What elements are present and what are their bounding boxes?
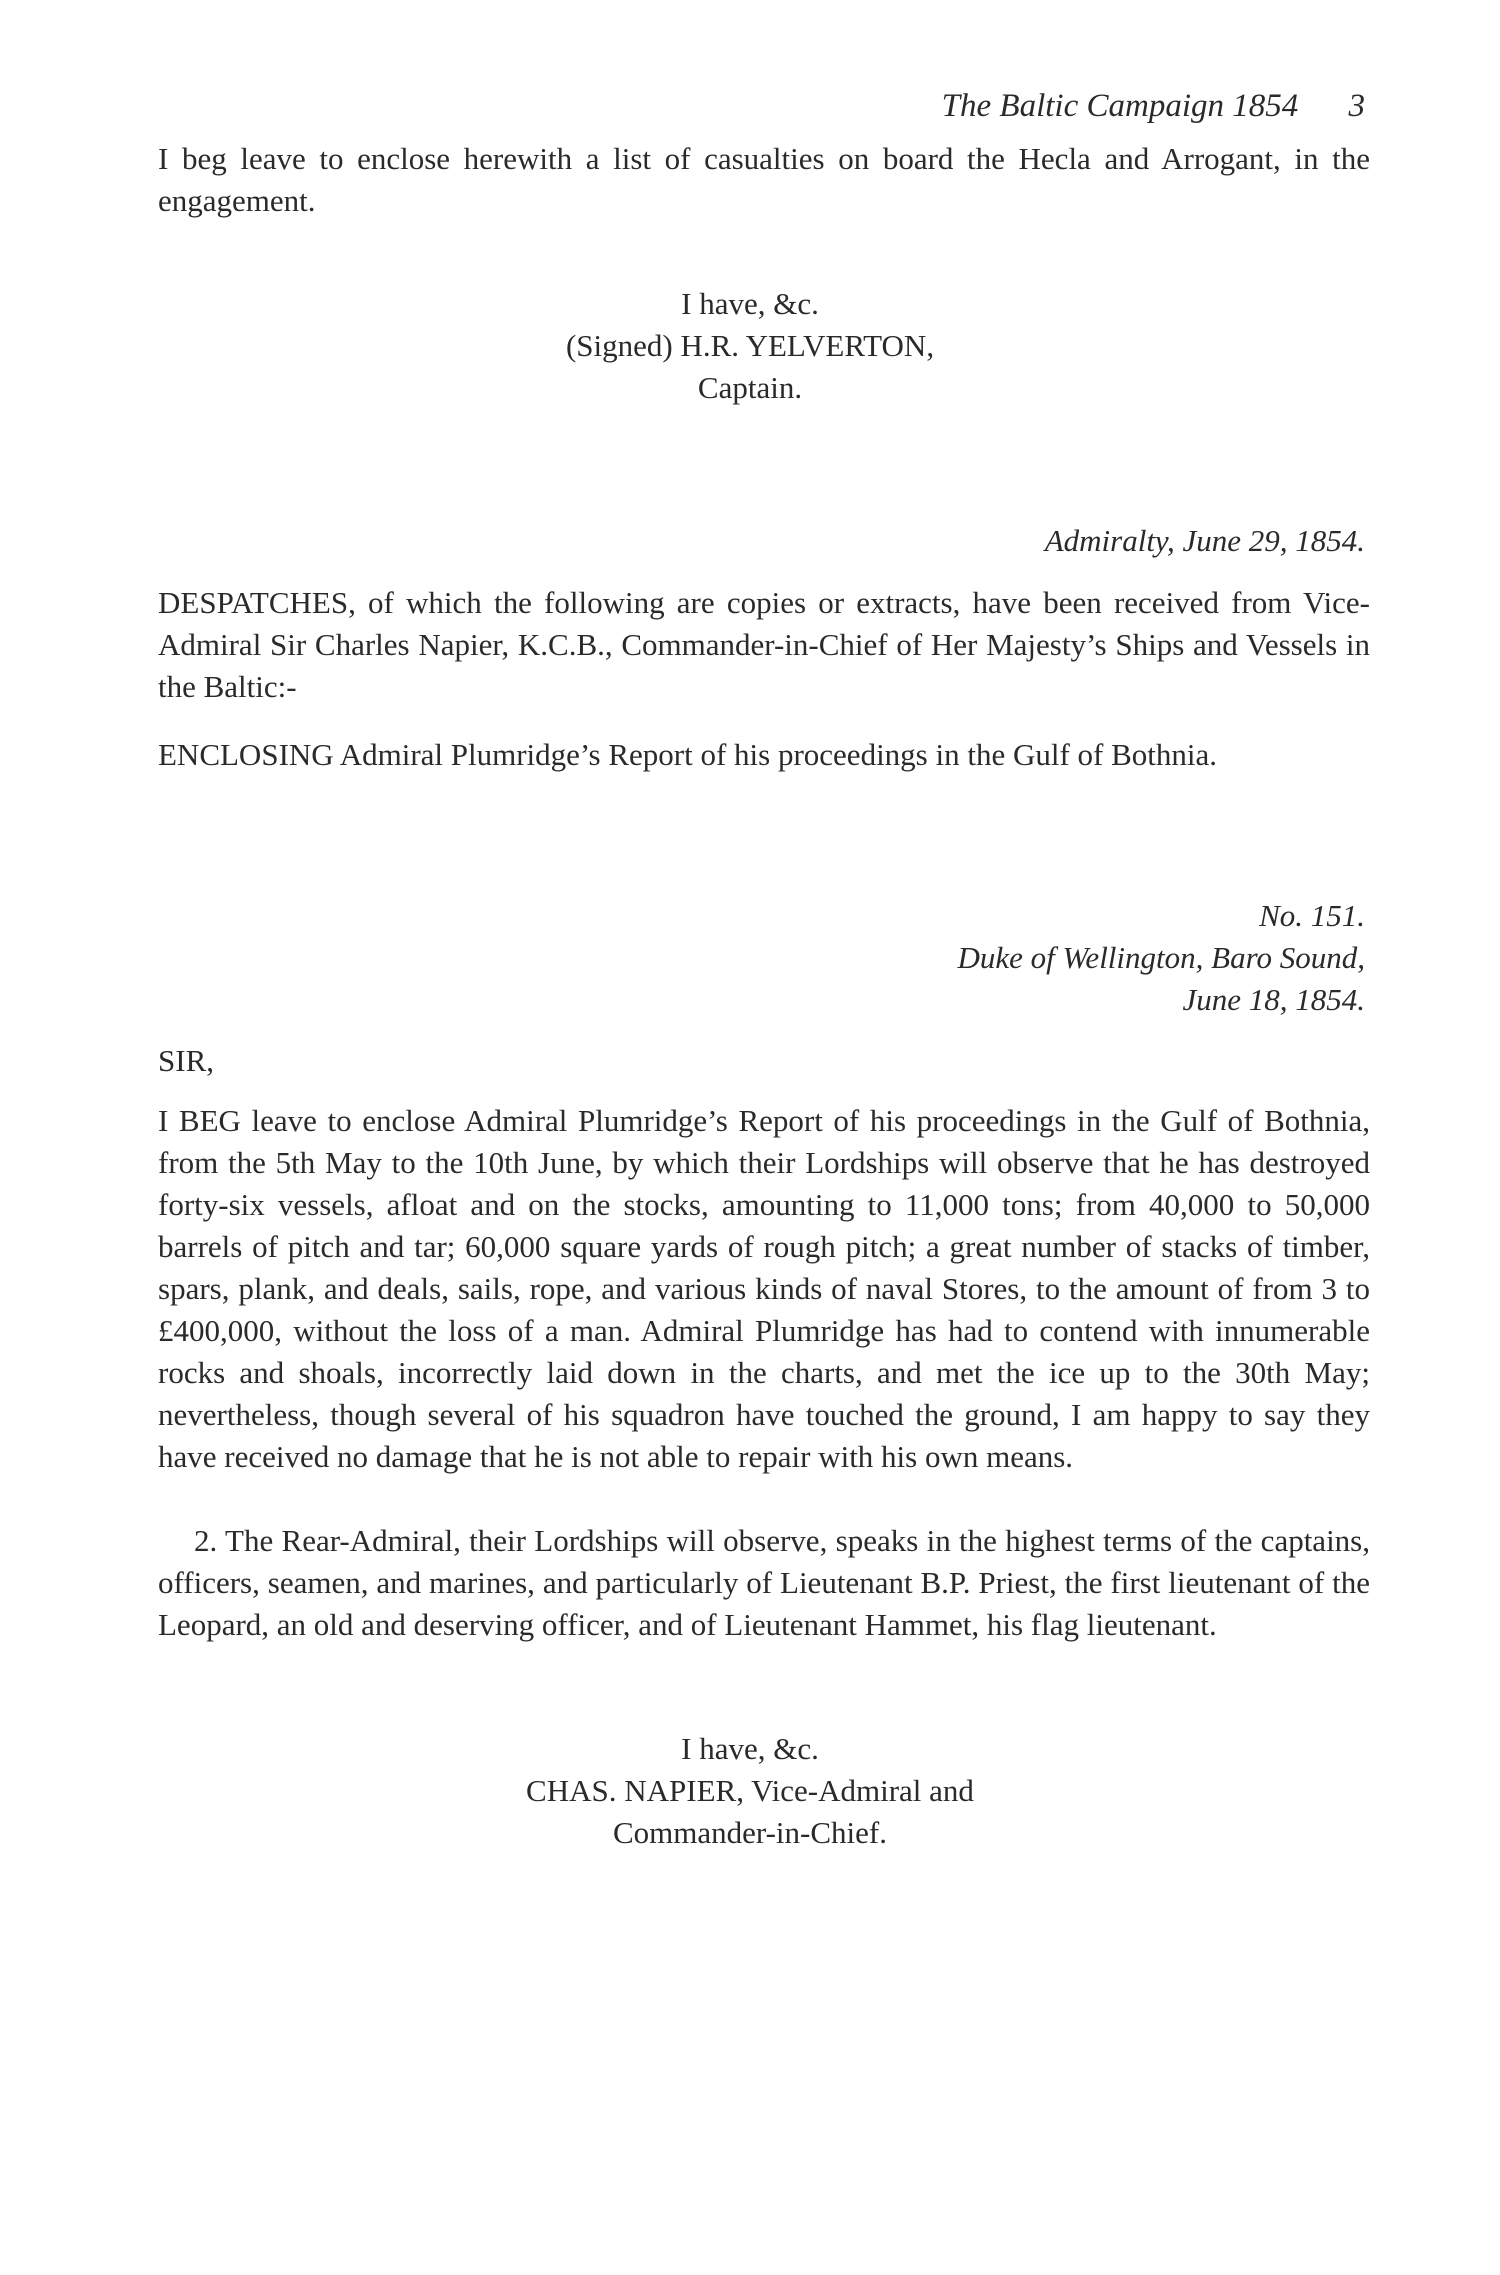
letter2-paragraph-2: 2. The Rear-Admiral, their Lordships will observe, speaks in the highest terms of the captains, officers, seamen, and marines, and particularly of Lieutenant B.P. Priest, the first lieutenant of the Leopard, an old and deserving officer, and of Lieutenant Hammet, his flag lieutenant.	[158, 1523, 1370, 1642]
letter2-location: Duke of Wellington, Baro Sound,	[957, 940, 1365, 975]
running-title: The Baltic Campaign 1854	[941, 88, 1299, 124]
despatches-paragraph: DESPATCHES, of which the following are copies or extracts, have been received from Vice-Admiral Sir Charles Napier, K.C.B., Commander-in-Chief of Her Majesty’s Ships and Vessels in the Baltic:-	[158, 585, 1370, 704]
letter2-paragraph-1: I BEG leave to enclose Admiral Plumridge’s Report of his proceedings in the Gulf of Bothnia, from the 5th May to the 10th June, by which their Lordships will observe that he has destroyed forty-six vessels, afloat and on the stocks, amounting to 11,000 tons; from 40,000 to 50,000 barrels of pitch and tar; 60,000 square yards of rough pitch; a great number of stacks of timber, spars, plank, and deals, sails, rope, and various kinds of naval Stores, to the amount of from 3 to £400,000, without the loss of a man. Admiral Plumridge has had to contend with innumerable rocks and shoals, incorrectly laid down in the charts, and met the ice up to the 30th May; nevertheless, though several of his squadron have touched the ground, I am happy to say they have received no damage that he is not able to repair with his own means.	[158, 1103, 1370, 1474]
letter1-signature: (Signed) H.R. YELVERTON,	[565, 328, 935, 363]
letter1-closing: I have, &c.	[681, 286, 819, 321]
admiralty-dateline: Admiralty, June 29, 1854.	[1044, 523, 1365, 558]
letter2-salutation: SIR,	[158, 1043, 214, 1078]
letter1-rank: Captain.	[697, 370, 803, 405]
letter2-number: No. 151.	[1259, 898, 1365, 933]
letter2-closing: I have, &c.	[681, 1731, 819, 1766]
letter2-signature-line2: Commander-in-Chief.	[612, 1815, 887, 1850]
letter2-signature-line1: CHAS. NAPIER, Vice-Admiral and	[526, 1773, 974, 1808]
page-number: 3	[1348, 88, 1365, 124]
enclosing-paragraph: ENCLOSING Admiral Plumridge’s Report of his proceedings in the Gulf of Bothnia.	[158, 737, 1218, 772]
running-head	[942, 88, 1365, 125]
letter2-date: June 18, 1854.	[1182, 982, 1365, 1017]
letter1-body: I beg leave to enclose herewith a list of casualties on board the Hecla and Arrogant, in the engagement.	[158, 141, 1370, 218]
